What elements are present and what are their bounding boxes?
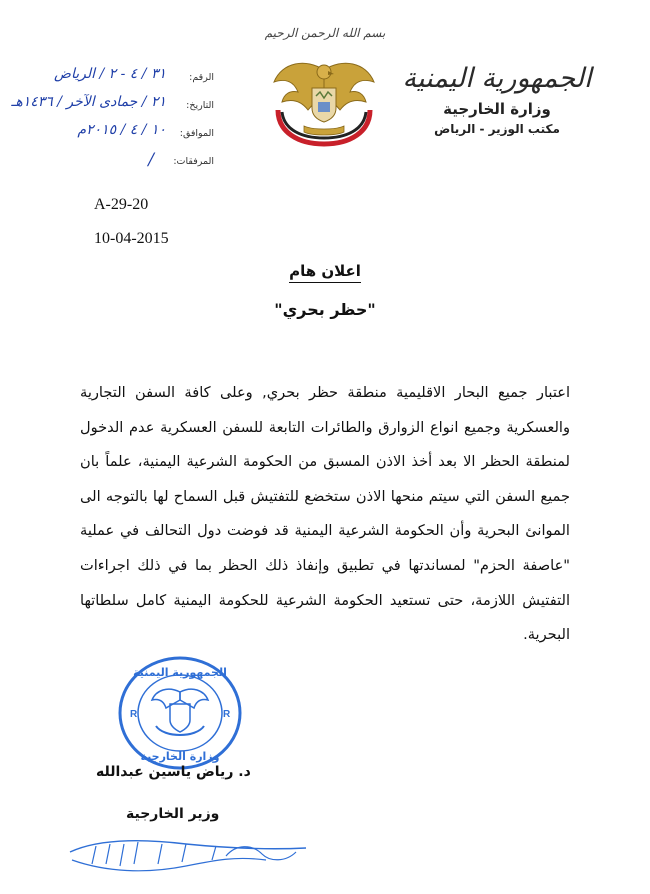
reference-date-value: ٢١ / جمادى الآخر / ١٤٣٦هـ bbox=[11, 94, 166, 110]
announcement-body: اعتبار جميع البحار الاقليمية منطقة حظر بحري, وعلى كافة السفن التجارية والعسكرية وجميع انواع الزوارق والطائرات التابعة للسفن العسكرية عدم الدخول لمنطقة الحظر الا بعد أخذ الاذن المسبق من الحكومة الشرعية اليمنية، علماً بان جميع السفن التي سيتم منحها الاذن ستخضع للتفتيش قبل السماح لها بالتوجه الى الموانئ البحرية وأن الحكومة الشرعية اليمنية قد فوضت دول التحالف في عملية "عاصفة الحزم" لمساندتها في تطبيق وإنفاذ ذلك الحظر بما في ذلك اجراءات التفتيش اللازمة، حتى تستعيد الحكومة الشرعية للحكومة اليمنية كامل سلطاتها البحرية. bbox=[80, 384, 570, 644]
reference-date-row bbox=[11, 94, 214, 122]
country-name: الجمهورية اليمنية bbox=[402, 63, 592, 94]
document-code: A-29-20 bbox=[94, 196, 149, 213]
reference-date-label: التاريخ: bbox=[186, 100, 214, 111]
reference-number-value: ٣١ / ٤ - ٢ / الرياض bbox=[54, 66, 166, 82]
seal-top-text: الجمهورية اليمنية bbox=[133, 666, 227, 679]
document-date: 10-04-2015 bbox=[94, 230, 169, 247]
reference-corresponding-row bbox=[44, 122, 214, 150]
reference-number-row bbox=[44, 66, 214, 94]
ministry-name: وزارة الخارجية bbox=[443, 100, 551, 118]
signer-title: وزير الخارجية bbox=[126, 806, 220, 822]
reference-corresponding-label: الموافق: bbox=[179, 128, 214, 139]
announcement-title-text: اعلان هام bbox=[289, 262, 361, 283]
reference-attachments-value: / bbox=[148, 150, 154, 170]
reference-block bbox=[11, 66, 214, 178]
reference-attachments-row bbox=[44, 150, 214, 178]
handwritten-signature bbox=[66, 830, 316, 882]
reference-attachments-label: المرفقات: bbox=[173, 156, 214, 167]
reference-number-label: الرقم: bbox=[189, 72, 214, 83]
ministry-header bbox=[382, 62, 612, 136]
basmala: بسم الله الرحمن الرحيم bbox=[264, 26, 386, 40]
announcement-title bbox=[0, 262, 650, 280]
signer-name: د. رياض ياسين عبدالله bbox=[96, 764, 251, 780]
office-name: مكتب الوزير - الرياض bbox=[434, 122, 560, 136]
seal-right-mark: R bbox=[223, 709, 231, 720]
reference-corresponding-value: ١٠ / ٤ / ٢٠١٥م bbox=[77, 122, 166, 138]
yemen-eagle-emblem-icon bbox=[268, 52, 380, 148]
seal-left-mark: R bbox=[130, 709, 138, 720]
seal-bottom-text: وزارة الخارجية bbox=[140, 750, 220, 763]
announcement-subtitle: "حظر بحري" bbox=[274, 300, 376, 319]
ministry-seal-stamp bbox=[116, 654, 244, 772]
